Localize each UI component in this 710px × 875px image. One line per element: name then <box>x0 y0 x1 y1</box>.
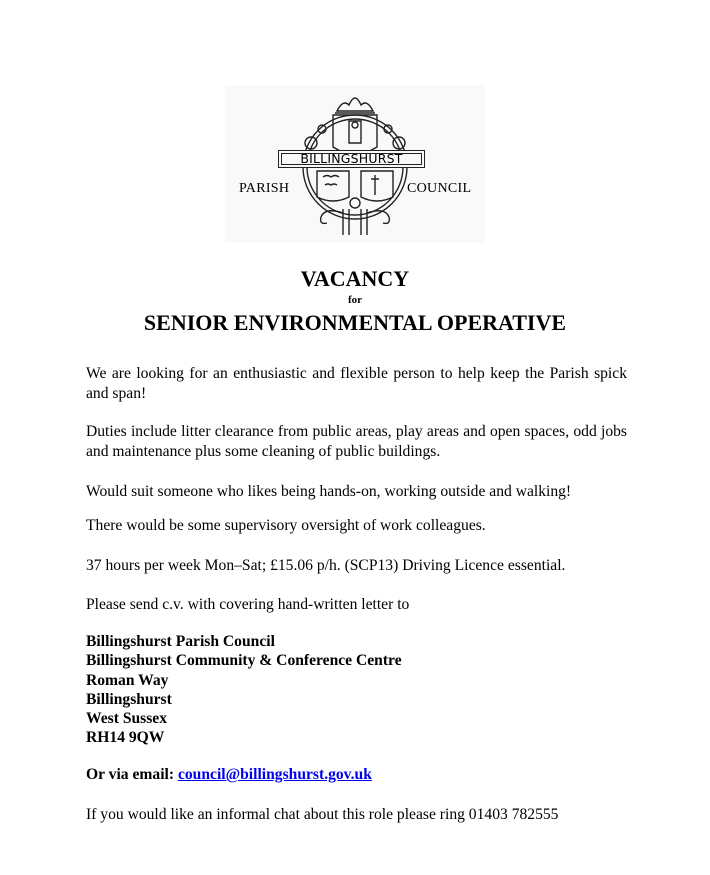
logo-parish-text: PARISH <box>239 181 290 196</box>
address-line: Billingshurst Parish Council <box>86 633 275 650</box>
application-instruction: Please send c.v. with covering hand-written letter to <box>86 596 410 613</box>
address-line: West Sussex <box>86 710 168 728</box>
email-contact <box>86 766 372 784</box>
address-line: Billingshurst Community & Conference Centre <box>86 652 402 670</box>
email-label: Or via email: <box>86 766 175 783</box>
postal-address <box>86 632 402 748</box>
duties-paragraph: Duties include litter clearance from public areas, play areas and open spaces, odd jobs and maintenance plus some cleaning of public buildings. <box>86 423 627 460</box>
supervision-paragraph: There would be some supervisory oversight of work colleagues. <box>86 517 486 534</box>
logo-banner: BILLINGSHURST <box>278 150 425 168</box>
logo-council-text: COUNCIL <box>407 181 472 196</box>
address-line: RH14 9QW <box>86 729 165 747</box>
page-title: VACANCY <box>300 266 410 291</box>
job-title: SENIOR ENVIRONMENTAL OPERATIVE <box>143 310 567 335</box>
address-line: Billingshurst <box>86 690 172 708</box>
phone-contact: If you would like an informal chat about this role please ring 01403 782555 <box>86 806 559 823</box>
title-connector: for <box>347 294 363 306</box>
email-link[interactable]: council@billingshurst.gov.uk <box>177 766 372 783</box>
suitability-paragraph: Would suit someone who likes being hands-on, working outside and walking! <box>86 483 572 500</box>
address-line: Roman Way <box>86 671 169 689</box>
hours-pay-paragraph: 37 hours per week Mon–Sat; £15.06 p/h. (SCP13) Driving Licence essential. <box>86 557 566 574</box>
intro-paragraph: We are looking for an enthusiastic and flexible person to help keep the Parish spick and span! <box>86 365 627 402</box>
parish-council-logo <box>225 85 485 243</box>
